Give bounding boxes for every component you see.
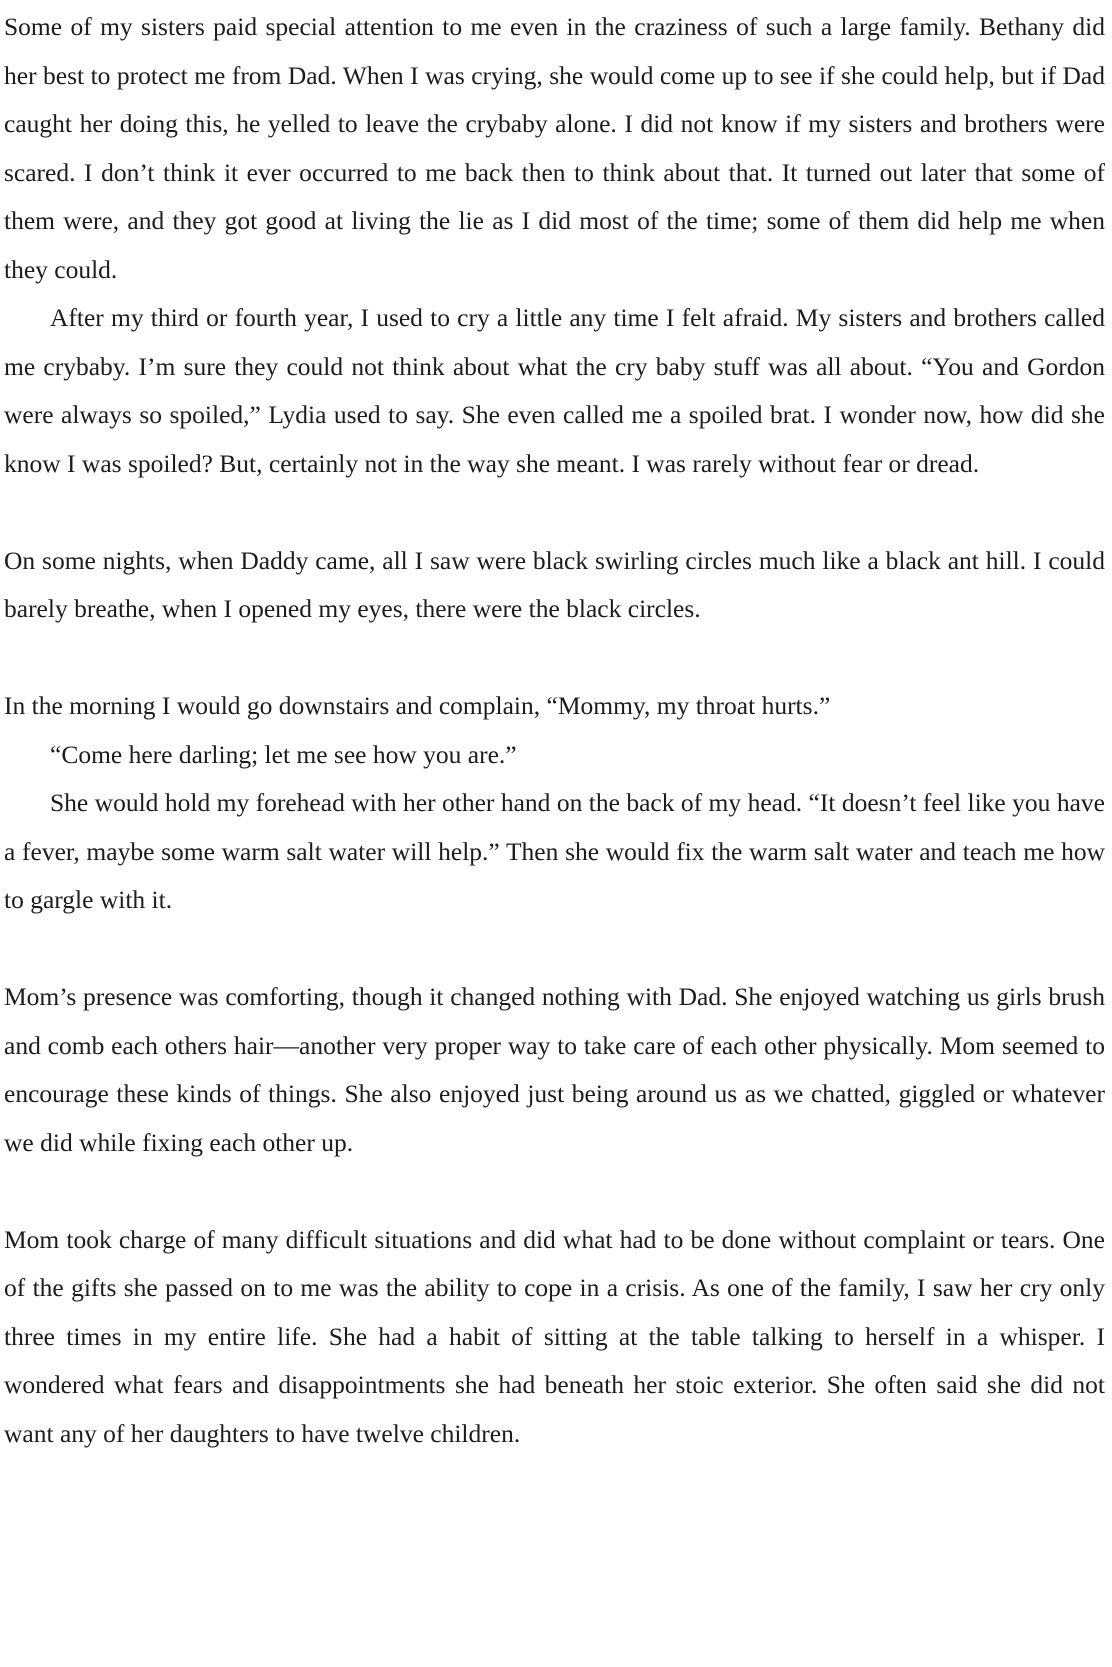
paragraph-5: “Come here darling; let me see how you are.” bbox=[50, 739, 517, 769]
paragraph-6: She would hold my forehead with her other hand on the back of my head. “It doesn’t feel like you have a fever, maybe some warm salt water will help.” Then she would fix the warm salt water and teach me how to gargle with it. bbox=[4, 788, 1105, 914]
paragraph-7: Mom’s presence was comforting, though it changed nothing with Dad. She enjoyed watching us girls brush and comb each others hair—another very proper way to take care of each other physically. Mom seemed to encourage these kinds of things. She also enjoyed just being around us as we chatted, giggled or whatever we did while fixing each other up. bbox=[4, 982, 1105, 1157]
paragraph-3: On some nights, when Daddy came, all I saw were black swirling circles much like a black ant hill. I could barely breathe, when I opened my eyes, there were the black circles. bbox=[4, 545, 1105, 623]
paragraph-4: In the morning I would go downstairs and complain, “Mommy, my throat hurts.” bbox=[4, 691, 831, 720]
paragraph-8: Mom took charge of many difficult situations and did what had to be done without complaint or tears. One of the gifts she passed on to me was the ability to cope in a crisis. As one of the family, I saw her cry only three times in my entire life. She had a habit of sitting at the table talking to herself in a whisper. I wondered what fears and disappointments she had beneath her stoic exterior. She often said she did not want any of her daughters to have twelve children. bbox=[4, 1224, 1105, 1448]
paragraph-1: Some of my sisters paid special attention to me even in the craziness of such a large family. Bethany did her best to protect me from Dad. When I was crying, she would come up to see if she could help, but if Dad caught her doing this, he yelled to leave the crybaby alone. I did not know if my sisters and brothers were scared. I don’t think it ever occurred to me back then to think about that. It turned out later that some of them were, and they got good at living the lie as I did most of the time; some of them did help me when they could. bbox=[4, 12, 1105, 284]
paragraph-2: After my third or fourth year, I used to cry a little any time I felt afraid. My sisters and brothers called me crybaby. I’m sure they could not think about what the cry baby stuff was all about. “You and Gordon were always so spoiled,” Lydia used to say. She even called me a spoiled brat. I wonder now, how did she know I was spoiled? But, certainly not in the way she meant. I was rarely without fear or dread. bbox=[4, 303, 1105, 478]
document-page bbox=[4, 3, 1105, 1458]
